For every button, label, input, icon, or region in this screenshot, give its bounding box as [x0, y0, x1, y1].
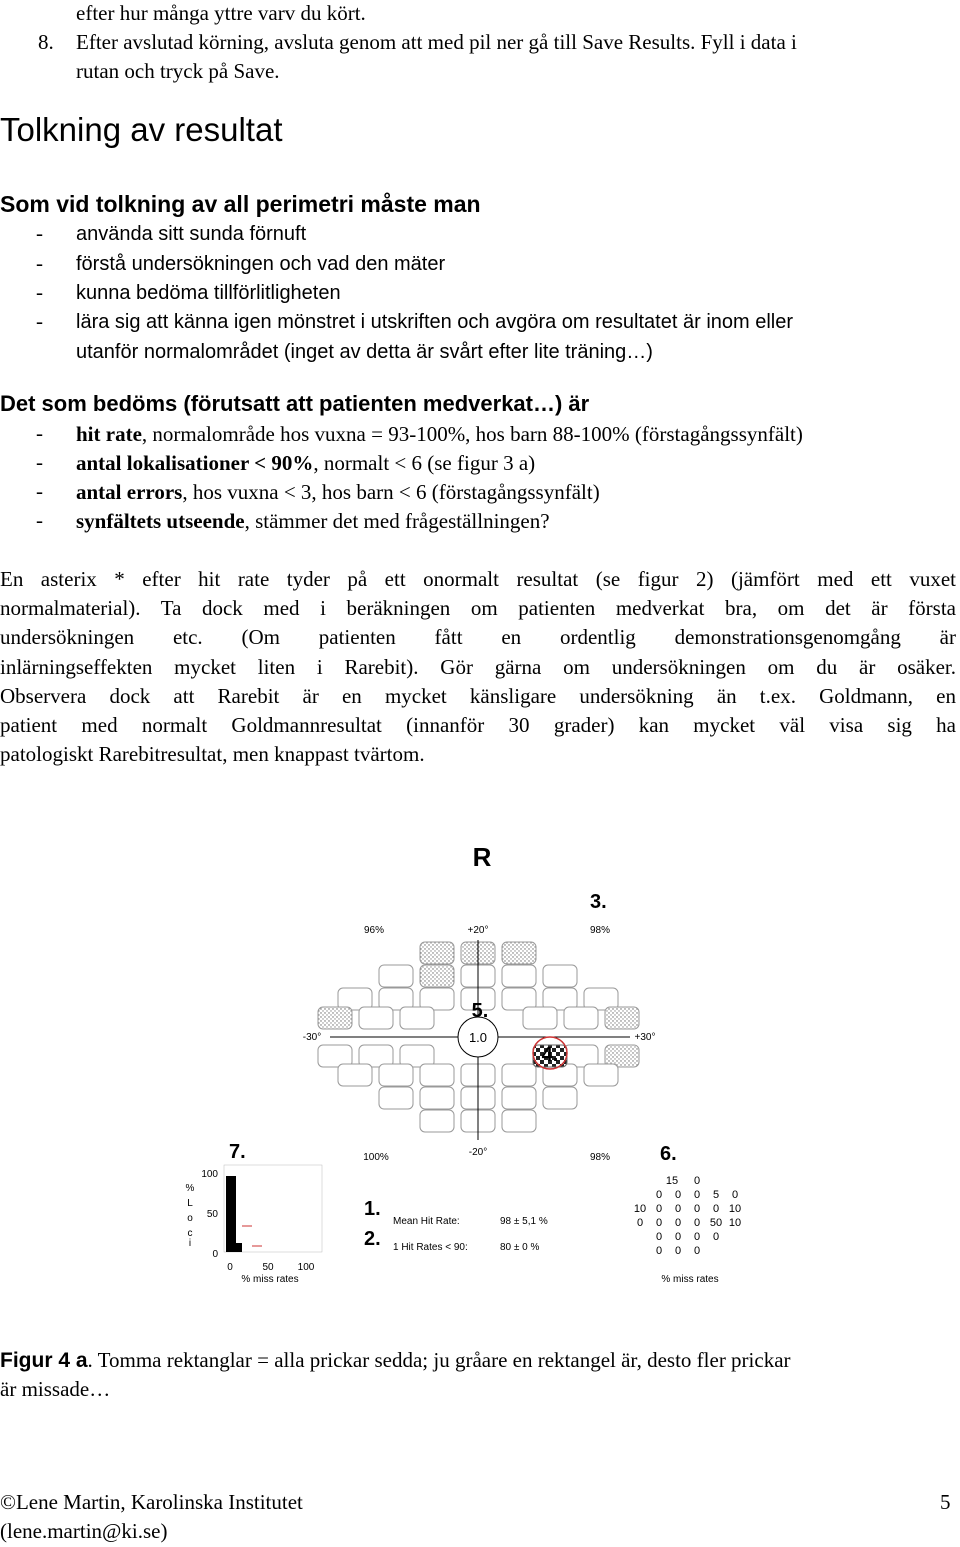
- list-item-bold: antal errors: [76, 480, 183, 504]
- figure-caption-line2: är missade…: [0, 1377, 111, 1401]
- field-cell: [523, 1007, 557, 1029]
- miss-rate-value: 10: [728, 1203, 742, 1215]
- subheading: Som vid tolkning av all perimetri måste man: [0, 191, 481, 217]
- field-cell: [502, 942, 536, 964]
- field-cell: [379, 965, 413, 987]
- list-item: [76, 479, 600, 505]
- miss-rate-value: 0: [674, 1217, 682, 1229]
- list-item-text: rutan och tryck på Save.: [76, 59, 280, 83]
- rarebit-figure: [180, 830, 760, 1300]
- hist-y-label: %: [185, 1183, 195, 1194]
- miss-rate-value: 0: [636, 1217, 644, 1229]
- axis-label: +30°: [634, 1032, 656, 1043]
- hist-y-label: o: [187, 1213, 193, 1224]
- field-cell: [584, 1064, 618, 1086]
- hist-x-tick: 50: [262, 1262, 274, 1273]
- miss-rate-value: 0: [731, 1189, 739, 1201]
- callout-1: 1.: [364, 1198, 381, 1220]
- list-item-rest: , normalt < 6 (se figur 3 a): [313, 451, 536, 475]
- hit-rates-label: 1 Hit Rates < 90:: [393, 1242, 468, 1253]
- field-cell: [420, 965, 454, 987]
- miss-rate-value: 0: [693, 1217, 701, 1229]
- field-cell: [359, 1007, 393, 1029]
- miss-rate-value: 0: [674, 1203, 682, 1215]
- miss-rate-value: 5: [712, 1189, 720, 1201]
- miss-rate-value: 0: [693, 1203, 701, 1215]
- dash-bullet: -: [36, 309, 43, 333]
- miss-rate-value: 50: [709, 1217, 723, 1229]
- miss-rate-value: 0: [693, 1231, 701, 1243]
- field-cell: [400, 1007, 434, 1029]
- miss-rate-grid: [634, 1175, 741, 1257]
- hist-y-label: i: [188, 1238, 192, 1249]
- hist-frame: [224, 1165, 322, 1252]
- paragraph-line: patologiskt Rarebitresultat, men knappast tvärtom.: [0, 742, 425, 767]
- intro-line: efter hur många yttre varv du kört.: [76, 1, 366, 25]
- field-cell: [420, 942, 454, 964]
- axis-label: +20°: [467, 925, 489, 936]
- miss-rate-value: 0: [693, 1189, 701, 1201]
- hist-y-label: c: [187, 1228, 193, 1239]
- hist-x-tick: 100: [297, 1262, 315, 1273]
- field-cell: [420, 1064, 454, 1086]
- list-item: förstå undersökningen och vad den mäter: [76, 253, 446, 275]
- quadrant-pct: 98%: [589, 1152, 611, 1163]
- hit-rates-value: 80 ± 0 %: [500, 1242, 540, 1253]
- hist-y-tick: 100: [201, 1169, 218, 1180]
- callout-7: 7.: [229, 1141, 246, 1163]
- dash-bullet: -: [36, 450, 43, 474]
- field-cell: [379, 1087, 413, 1109]
- hist-bar: [226, 1176, 236, 1252]
- field-cell: [338, 1064, 372, 1086]
- paragraph-line: Observera dock att Rarebit är en mycket känsligare undersökning än t.ex. Goldmann, en: [0, 683, 956, 708]
- field-cell: [502, 1110, 536, 1132]
- dash-bullet: -: [36, 280, 43, 304]
- list-item-rest: , hos vuxna < 3, hos barn < 6 (förstagångssynfält): [182, 480, 600, 504]
- grid-x-label: % miss rates: [661, 1274, 719, 1285]
- field-cell: [420, 1087, 454, 1109]
- axis-label: -20°: [468, 1147, 488, 1158]
- miss-rate-value: 0: [655, 1189, 663, 1201]
- list-number: 8.: [38, 30, 54, 54]
- footer-copyright: ©Lene Martin, Karolinska Institutet: [0, 1490, 303, 1514]
- miss-rate-value: 0: [712, 1231, 720, 1243]
- miss-rate-value: 10: [633, 1203, 647, 1215]
- field-cell: [543, 965, 577, 987]
- callout-6: 6.: [660, 1143, 677, 1165]
- figure-caption: [0, 1346, 791, 1375]
- field-cell: [564, 1007, 598, 1029]
- page-number: 5: [940, 1490, 951, 1514]
- miss-rate-value: 10: [728, 1217, 742, 1229]
- field-cell: [379, 1064, 413, 1086]
- miss-rate-value: 0: [674, 1189, 682, 1201]
- hist-x-label: % miss rates: [241, 1274, 299, 1285]
- list-item-rest: , normalområde hos vuxna = 93-100%, hos barn 88-100% (förstagångssynfält): [141, 422, 803, 446]
- caption-label: Figur 4 a: [0, 1349, 88, 1372]
- field-cell: [420, 1110, 454, 1132]
- miss-rate-value: 0: [693, 1245, 701, 1257]
- callout-3: 3.: [590, 891, 607, 913]
- list-item: [76, 421, 803, 447]
- paragraph-line: En asterix * efter hit rate tyder på ett onormalt resultat (se figur 2) (jämfört med ett vuxet: [0, 567, 956, 591]
- hist-bar: [236, 1243, 242, 1252]
- list-item-rest: , stämmer det med frågeställningen?: [244, 509, 550, 533]
- miss-rate-value: 0: [655, 1231, 663, 1243]
- list-item-continuation: utanför normalområdet (inget av detta är svårt efter lite träning…): [76, 341, 653, 363]
- miss-rate-value: 0: [655, 1245, 663, 1257]
- footer-email: (lene.martin@ki.se): [0, 1519, 168, 1543]
- section-title: Tolkning av resultat: [0, 111, 283, 148]
- list-item: lära sig att känna igen mönstret i utskriften och avgöra om resultatet är inom eller: [76, 311, 794, 333]
- list-item-bold: synfältets utseende: [76, 509, 245, 533]
- miss-rate-value: 15: [665, 1175, 679, 1187]
- list-item: [76, 508, 550, 534]
- paragraph-line: undersökningen etc. (Om patienten fått en ordentlig demonstrationsgenomgång är: [0, 625, 956, 650]
- subheading: Det som bedöms (förutsatt att patienten medverkat…) är: [0, 391, 590, 416]
- field-cell: [318, 1007, 352, 1029]
- field-cell: [543, 1087, 577, 1109]
- dash-bullet: -: [36, 479, 43, 503]
- list-item-text: Efter avslutad körning, avsluta genom att med pil ner gå till Save Results. Fyll i data i: [76, 30, 797, 54]
- miss-rate-value: 0: [674, 1231, 682, 1243]
- paragraph-line: inlärningseffekten mycket liten i Rarebit). Gör gärna om undersökningen om du är osäker.: [0, 654, 956, 679]
- list-item: [76, 450, 535, 476]
- caption-text: . Tomma rektanglar = alla prickar sedda; ju gråare en rektangel är, desto fler prickar: [87, 1348, 791, 1372]
- field-cell: [502, 1064, 536, 1086]
- field-cell: [502, 1087, 536, 1109]
- miss-rate-value: 0: [655, 1203, 663, 1215]
- hist-y-label: L: [187, 1198, 193, 1209]
- paragraph-line: patient med normalt Goldmannresultat (innanför 30 grader) kan mycket väl visa sig ha: [0, 713, 956, 738]
- hist-x-tick: 0: [227, 1262, 233, 1273]
- axis-label: -30°: [302, 1032, 322, 1043]
- miss-rate-value: 0: [712, 1203, 720, 1215]
- dash-bullet: -: [36, 251, 43, 275]
- quadrant-pct: 98%: [589, 925, 611, 936]
- eye-label: R: [472, 842, 492, 872]
- center-value: 1.0: [468, 1030, 488, 1045]
- callout-2: 2.: [364, 1228, 381, 1250]
- miss-rate-value: 0: [655, 1217, 663, 1229]
- list-item-bold: antal lokalisationer < 90%: [76, 451, 314, 475]
- mean-hit-value: 98 ± 5,1 %: [500, 1216, 548, 1227]
- quadrant-pct: 96%: [363, 925, 385, 936]
- list-item-bold: hit rate: [76, 422, 142, 446]
- dash-bullet: -: [36, 221, 43, 245]
- field-cell: [502, 965, 536, 987]
- callout-5: 5.: [471, 1000, 489, 1022]
- miss-rate-value: 0: [693, 1175, 701, 1187]
- quadrant-pct: 100%: [363, 1152, 389, 1163]
- hist-y-tick: 0: [212, 1249, 218, 1260]
- list-item: kunna bedöma tillförlitligheten: [76, 282, 341, 304]
- callout-4: 4.: [541, 1044, 559, 1066]
- dash-bullet: -: [36, 421, 43, 445]
- mean-hit-label: Mean Hit Rate:: [393, 1216, 460, 1227]
- body-paragraph: [0, 565, 956, 769]
- dash-bullet: -: [36, 508, 43, 532]
- field-cell: [605, 1007, 639, 1029]
- paragraph-line: normalmaterial). Ta dock med i beräkningen om patienten medverkat bra, om det är första: [0, 596, 956, 621]
- list-item: använda sitt sunda förnuft: [76, 223, 307, 245]
- hist-y-tick: 50: [206, 1209, 218, 1220]
- miss-rate-value: 0: [674, 1245, 682, 1257]
